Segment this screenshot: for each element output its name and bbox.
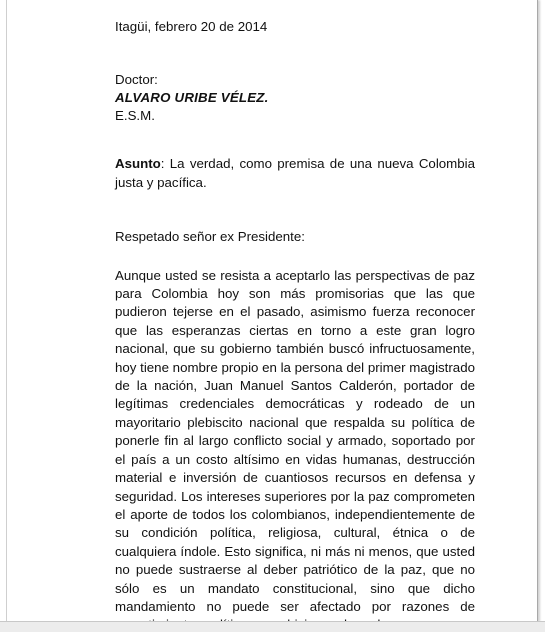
recipient-post-nominal: E.S.M. (115, 108, 155, 124)
viewer-bottom-strip (0, 621, 545, 632)
subject-line (115, 155, 475, 192)
recipient-title: Doctor: (115, 72, 158, 88)
subject-label: Asunto (115, 156, 161, 172)
recipient-block (115, 71, 475, 125)
document-page (6, 0, 538, 622)
letter-content (115, 18, 475, 635)
greeting: Respetado señor ex Presidente: (115, 229, 305, 245)
body-paragraph: Aunque usted se resista a aceptarlo las perspectivas de paz para Colombia hoy son más promisorias que las que pudieron tejerse en el pasado, asimismo fuerza reconocer que las esperanzas ciertas en torno a este gran logro nacional, que su gobierno también buscó infructuosamente, hoy tiene nombre propio en la persona del primer magistrado de la nación, Juan Manuel Santos Calderón, portador de legítimas credenciales democráticas y rodeado de un mayoritario plebiscito nacional que respalda su política de ponerle fin al largo conflicto social y armado, soportado por el país a un costo altísimo en vidas humanas, destrucción material e inversión de cuantiosos recursos en defensa y seguridad. Los intereses superiores por la paz comprometen el aporte de todos los colombianos, independientemente de su condición política, religiosa, cultural, étnica o de cualquiera índole. Esto significa, ni más ni menos, que usted no puede sustraerse al deber patriótico de la paz, que no sólo es un mandato constitucional, sino que dicho mandamiento no puede ser afectado por razones de (115, 267, 475, 614)
recipient-name: ALVARO URIBE VÉLEZ. (115, 90, 269, 106)
subject-text: : La verdad, como premisa de una nueva Colombia justa y pacífica. (115, 156, 475, 190)
date-line: Itagüi, febrero 20 de 2014 (115, 19, 268, 34)
